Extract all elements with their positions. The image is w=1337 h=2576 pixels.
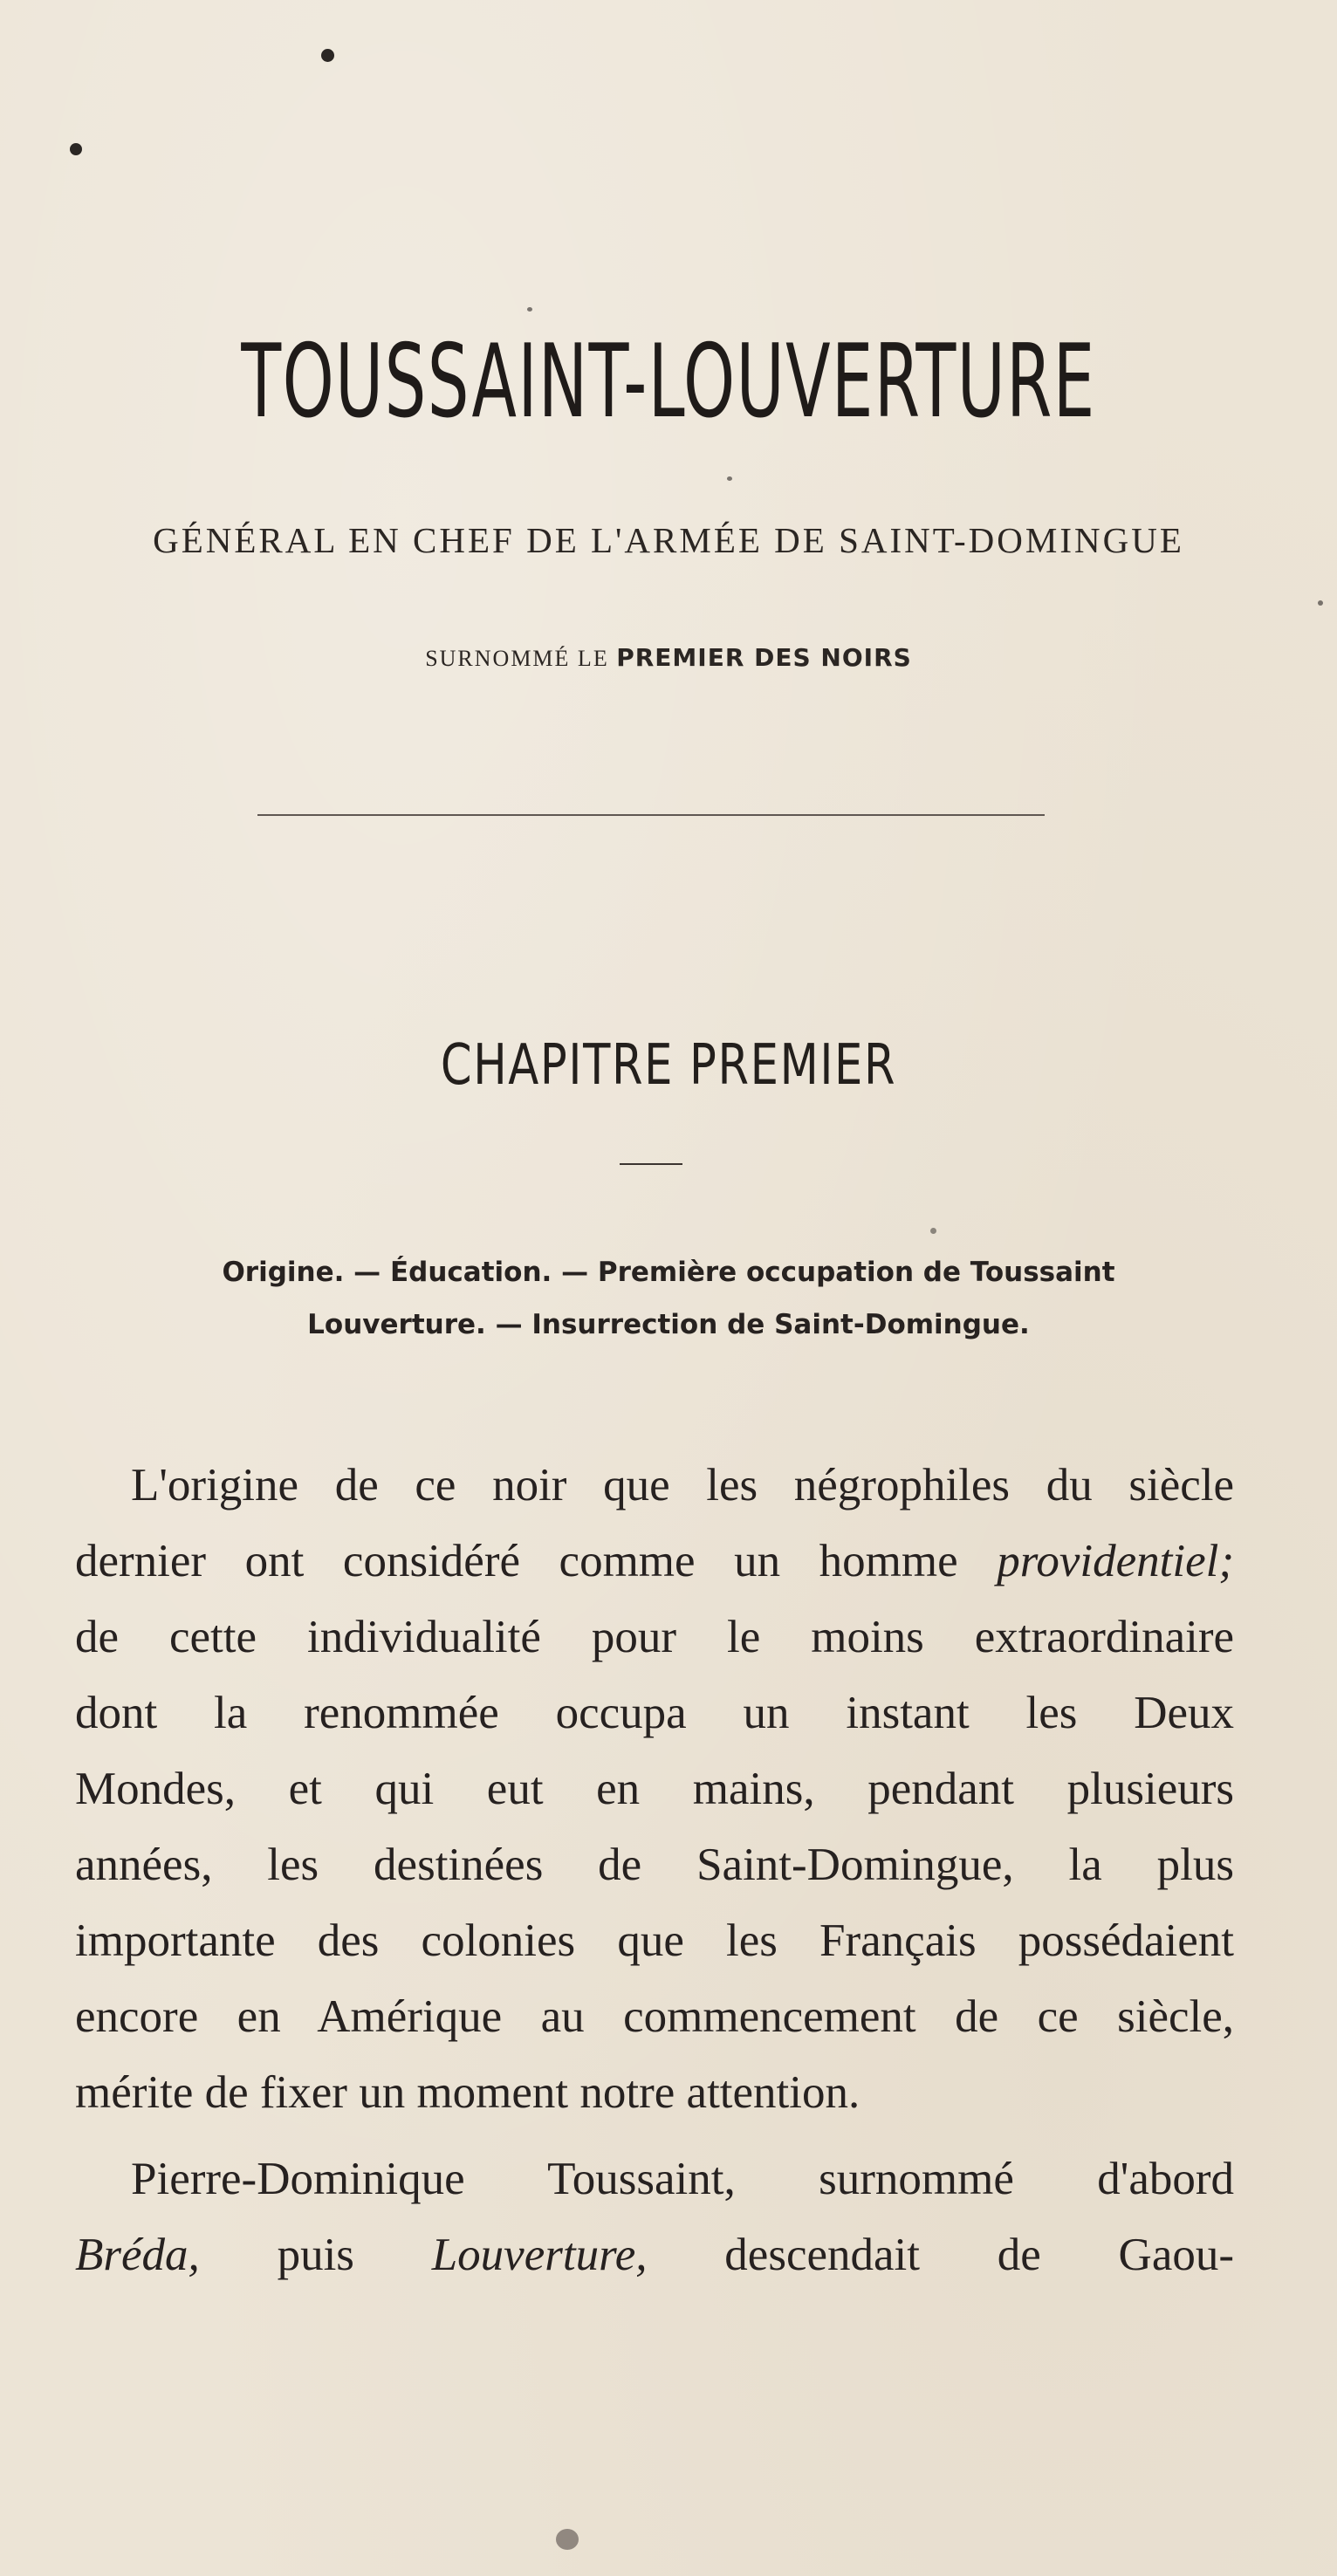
body-italic: Bréda,	[75, 2230, 200, 2280]
surnom-prefix: SURNOMMÉ LE	[425, 646, 609, 671]
body-line: dont la renommée occupa un instant les Deux	[75, 1688, 1234, 1738]
body-line: L'origine de ce noir que les négrophiles du siècle	[131, 1460, 1234, 1511]
chapter-title: CHAPITRE PREMIER	[440, 1033, 897, 1098]
signature-mark	[556, 2529, 579, 2550]
body-line: encore en Amérique au commencement de ce siècle,	[75, 1991, 1234, 2042]
chapter-summary-line-1: Origine. — Éducation. — Première occupation de Toussaint	[222, 1257, 1115, 1288]
ink-speck	[527, 307, 532, 312]
title-divider	[257, 814, 1045, 816]
body-line	[75, 1533, 1234, 1589]
body-line: années, les destinées de Saint-Domingue, la plus	[75, 1840, 1234, 1890]
book-subtitle: GÉNÉRAL EN CHEF DE L'ARMÉE DE SAINT-DOMINGUE	[153, 520, 1184, 560]
body-line: mérite de fixer un moment notre attention.	[75, 2067, 860, 2118]
body-line	[75, 2227, 1234, 2283]
surnom-bold: PREMIER DES NOIRS	[616, 643, 912, 672]
body-line: Pierre-Dominique Toussaint, surnommé d'abord	[131, 2154, 1234, 2204]
ink-speck	[727, 476, 732, 481]
ink-speck	[930, 1228, 936, 1234]
book-title: TOUSSAINT-LOUVERTURE	[241, 323, 1096, 441]
chapter-divider	[620, 1163, 682, 1165]
body-text: dernier ont considéré comme un homme	[75, 1536, 958, 1586]
body-italic: Louverture,	[431, 2230, 648, 2280]
ink-speck	[70, 143, 82, 155]
chapter-summary-line-2: Louverture. — Insurrection de Saint-Domingue.	[307, 1309, 1030, 1340]
ink-speck	[1318, 600, 1323, 606]
ink-speck	[321, 49, 334, 62]
body-text: puis	[277, 2230, 354, 2280]
body-line: de cette individualité pour le moins extraordinaire	[75, 1612, 1234, 1662]
body-text: descendait de Gaou-	[724, 2230, 1234, 2280]
book-surnom	[0, 644, 1337, 673]
body-line: Mondes, et qui eut en mains, pendant plusieurs	[75, 1764, 1234, 1814]
body-line: importante des colonies que les Français possédaient	[75, 1915, 1234, 1966]
body-italic: providentiel;	[997, 1536, 1234, 1586]
